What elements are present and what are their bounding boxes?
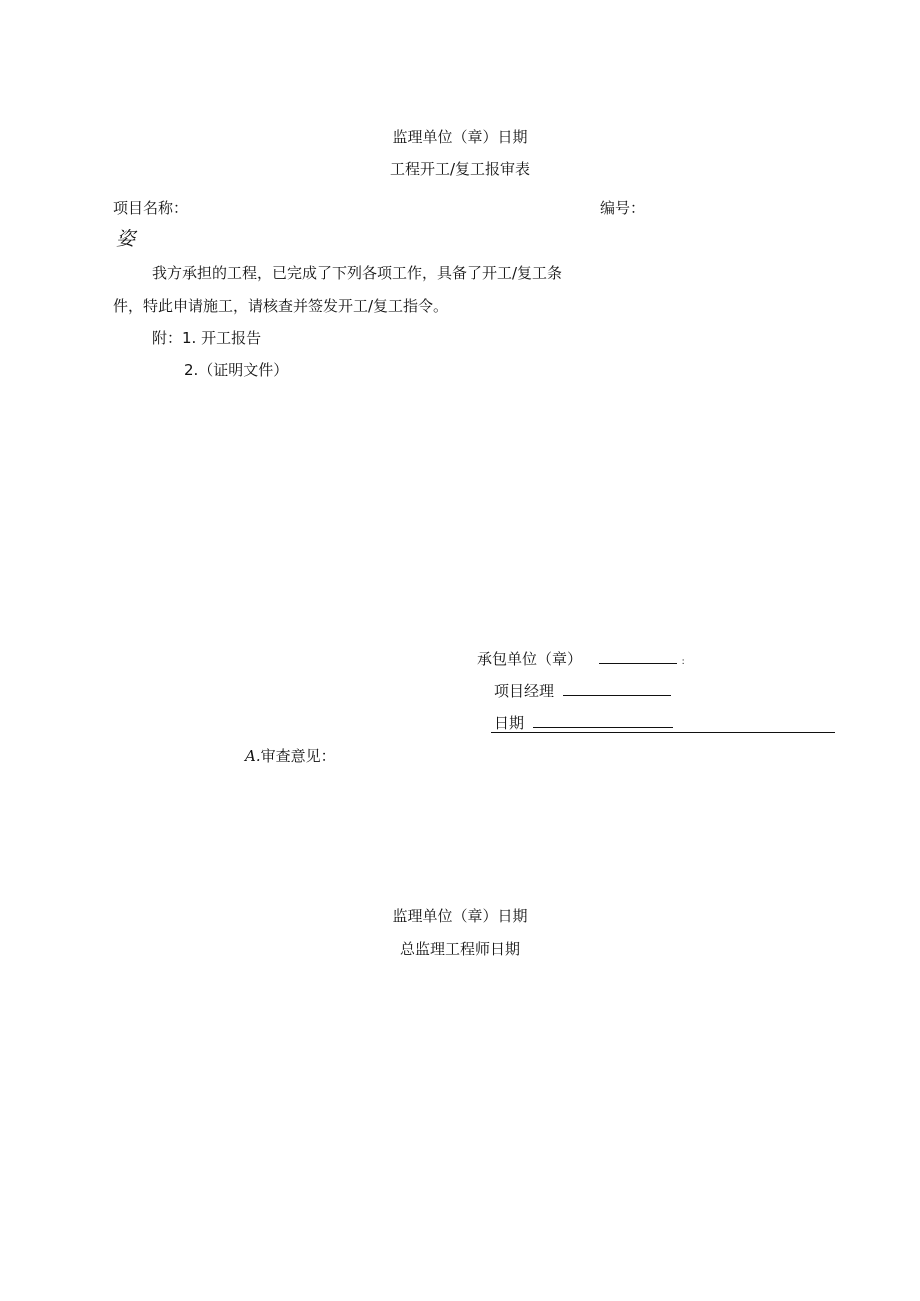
chief-engineer-date: 总监理工程师日期 [399,940,520,958]
review-opinion-prefix: A. [245,747,261,765]
project-manager-label: 项目经理 [494,682,555,700]
contractor-unit-stamp-tail: : [681,657,685,667]
addressee-mark: 姿 [116,228,136,250]
contractor-date-field [494,713,673,732]
contractor-unit-stamp-blank [599,649,677,664]
project-name-label: 项目名称： [113,199,189,217]
serial-no-label: 编号： [600,199,646,217]
application-paragraph-line1: 我方承担的工程，已完成了下列各项工作，具备了开工/复工条 [152,264,563,282]
review-opinion-label: 审查意见： [260,747,336,765]
contractor-date-blank [533,713,673,728]
project-manager-blank [563,681,671,696]
review-opinion [245,747,336,765]
application-paragraph-line2: 件，特此申请施工，请核查并签发开工/复工指令。 [113,297,449,315]
attachment-item-1: 附：1. 开工报告 [152,329,262,347]
attachment-item-2: 2.（证明文件） [184,361,289,379]
supervisor-stamp-date-footer: 监理单位（章）日期 [392,907,528,925]
section-divider-line [491,732,835,733]
contractor-unit-stamp-label: 承包单位（章） [477,650,583,668]
contractor-unit-stamp [477,649,685,671]
form-title: 工程开工/复工报审表 [389,160,531,178]
contractor-date-label: 日期 [494,714,525,732]
project-manager-field [494,681,671,700]
supervisor-stamp-date-header: 监理单位（章）日期 [392,128,528,146]
